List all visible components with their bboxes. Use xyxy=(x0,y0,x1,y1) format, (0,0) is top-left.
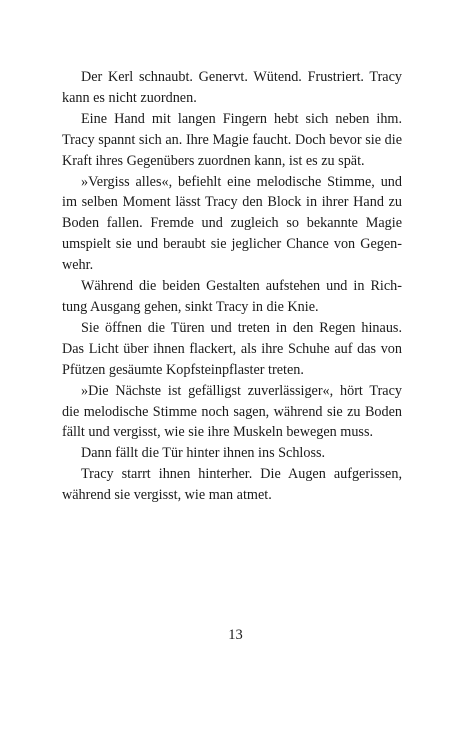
paragraph: Während die beiden Gestalten aufstehen und in Richtung Ausgang gehen, sinkt Tracy in die Knie. xyxy=(62,278,402,315)
paragraph: »Die Nächste ist gefälligst zuverlässiger«, hört Tracy die melodische Stimme noch sagen, während sie zu Boden fällt und vergisst, wie sie ihre Muskeln bewegen muss. xyxy=(62,382,402,441)
paragraph: Sie öffnen die Türen und treten in den Regen hinaus. Das Licht über ihnen flackert, als ihre Schuhe auf das von Pfützen gesäumte Kopfsteinpflaster treten. xyxy=(62,319,402,378)
paragraph: Eine Hand mit langen Fingern hebt sich neben ihm. Tracy spannt sich an. Ihre Magie faucht. Doch bevor sie die Kraft ihres Gegenübers zuordnen kann, ist es zu spät. xyxy=(62,110,402,169)
paragraph: Dann fällt die Tür hinter ihnen ins Schloss. xyxy=(81,445,326,462)
page-number: 13 xyxy=(228,627,243,643)
paragraph: »Vergiss alles«, befiehlt eine melodische Stimme, und im selben Moment lässt Tracy den Block in ihrer Hand zu Boden fallen. Fremde und zugleich so bekannte Magie umspielt sie und beraubt sie jeglicher Chance von Gegenwehr. xyxy=(62,173,402,274)
paragraph: Der Kerl schnaubt. Genervt. Wütend. Frustriert. Tracy kann es nicht zuordnen. xyxy=(62,69,402,106)
paragraph: Tracy starrt ihnen hinterher. Die Augen aufgerissen, während sie vergisst, wie man atmet. xyxy=(62,466,402,504)
body-text xyxy=(62,67,402,506)
